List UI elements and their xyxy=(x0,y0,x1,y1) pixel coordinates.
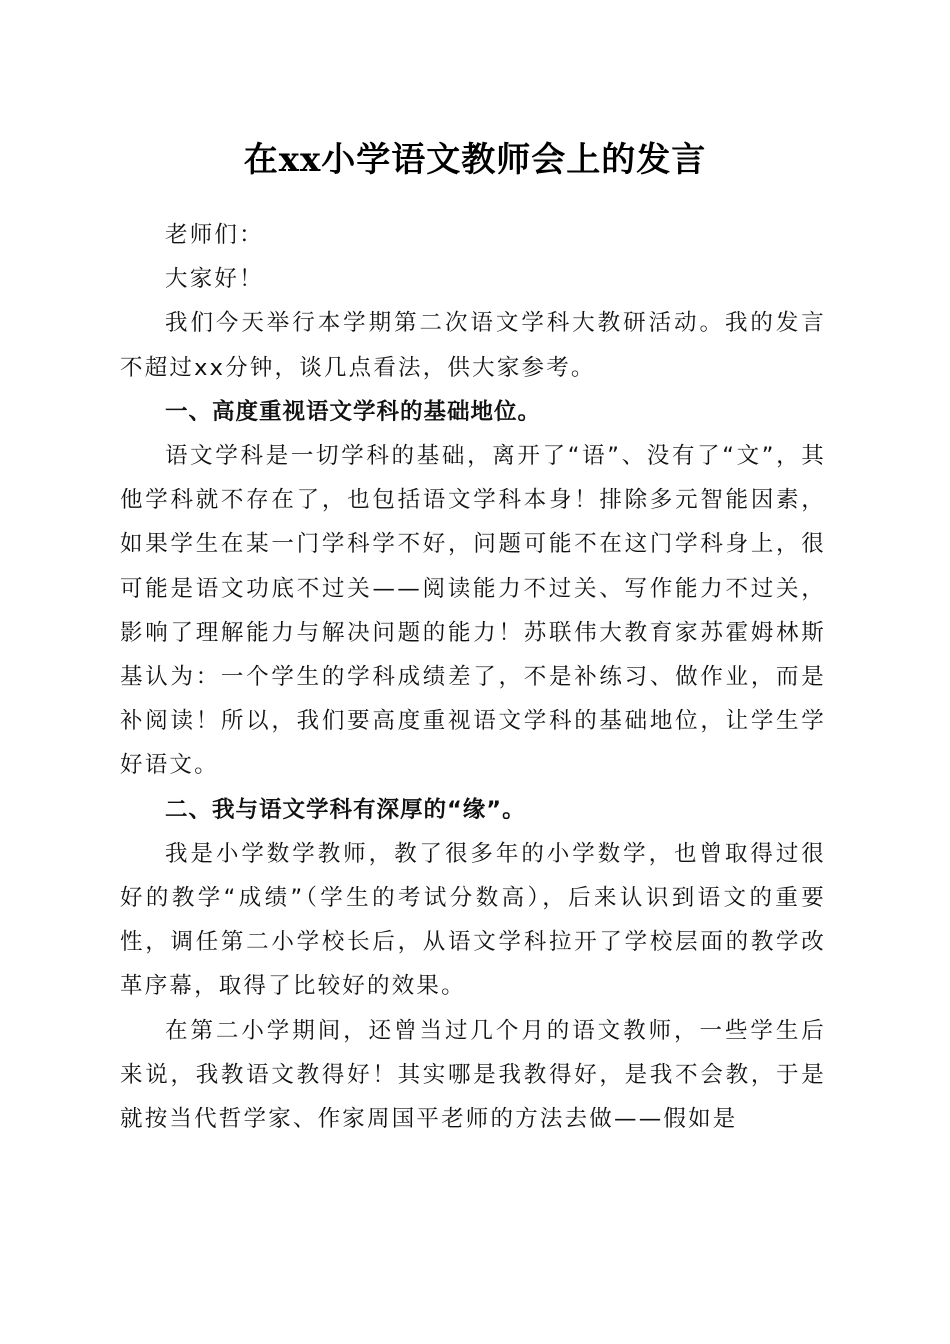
section-2-paragraph: 我是小学数学教师，教了很多年的小学数学，也曾取得过很好的教学“成绩”（学生的考试分数高），后来认识到语文的重要性，调任第二小学校长后，从语文学科拉开了学校层面的教学改革序幕，取得了比较好的效果。 xyxy=(120,840,826,1000)
document-body xyxy=(120,213,826,1141)
section-heading-2: 二、我与语文学科有深厚的“缘”。 xyxy=(165,796,526,823)
section-1-paragraph: 语文学科是一切学科的基础，离开了“语”、没有了“文”，其他学科就不存在了，也包括语文学科本身！排除多元智能因素，如果学生在某一门学科学不好，问题可能不在这门学科身上，很可能是语文功底不过关——阅读能力不过关、写作能力不过关，影响了理解能力与解决问题的能力！苏联伟大教育家苏霍姆林斯基认为：一个学生的学科成绩差了，不是补练习、做作业，而是补阅读！所以，我们要高度重视语文学科的基础地位，让学生学好语文。 xyxy=(120,443,826,779)
intro-paragraph: 我们今天举行本学期第二次语文学科大教研活动。我的发言不超过xx分钟，谈几点看法，供大家参考。 xyxy=(120,310,826,381)
greeting: 老师们： xyxy=(165,222,264,248)
section-heading-1: 一、高度重视语文学科的基础地位。 xyxy=(165,398,542,425)
document-title: 在xx小学语文教师会上的发言 xyxy=(243,140,707,180)
section-2-paragraph: 在第二小学期间，还曾当过几个月的语文教师，一些学生后来说，我教语文教得好！其实哪是我教得好，是我不会教，于是就按当代哲学家、作家周国平老师的方法去做——假如是 xyxy=(120,1017,826,1133)
salutation: 大家好！ xyxy=(165,266,264,293)
